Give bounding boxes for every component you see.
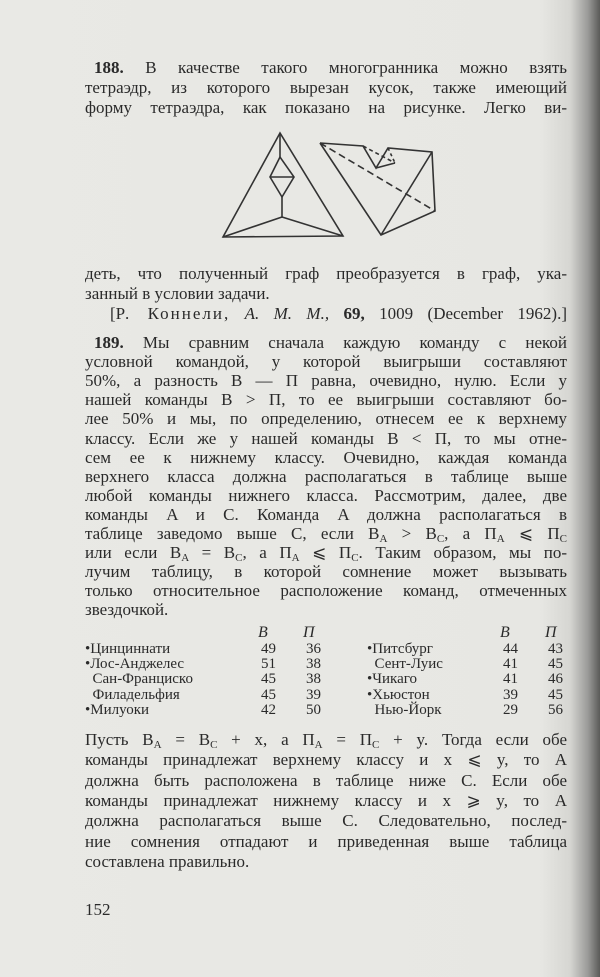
losses-value: 43 (548, 641, 563, 657)
team-name: •Питсбург (367, 641, 433, 657)
text: В качестве такого многогранника можно взять (123, 58, 567, 77)
team-name: •Чикаго (367, 671, 418, 688)
wins-value: 29 (503, 701, 518, 718)
conclusion-line: ние сомнения отпадают и приведенная выше таблица (85, 831, 567, 851)
problem-189-line: команды A и C. Команда A должна располагаться в (85, 504, 567, 524)
losses-value: 56 (548, 701, 563, 718)
problem-188-line: форму тетраэдра, как показано на рисунке. Легко ви- (85, 98, 567, 117)
problem-189-line: звездочкой. (85, 600, 169, 620)
conclusion-line: Пусть $B_A = B_C + x$, а $П_A = П_C + y$. Тогда если обе (85, 730, 567, 751)
column-header-b: B (500, 624, 510, 641)
problem-189-line: любой команды нижнего класса. Рассмотрим, далее, две (85, 485, 567, 505)
wins-value: 49 (261, 641, 276, 657)
problem-189-line: только относительное расположение команд, отмеченных (85, 581, 567, 601)
problem-188-line: тетраэдр, из которого вырезан кусок, также имеющий (85, 78, 567, 97)
team-name: Сент-Луис (367, 656, 443, 673)
wins-value: 51 (261, 656, 276, 673)
conclusion-line: составлена правильно. (85, 851, 250, 871)
problem-189-line: таблице заведомо выше C, если $B_A > B_C$, а $П_A$ ⩽ $П_C$ (85, 524, 567, 545)
wins-value: 42 (261, 701, 276, 718)
wins-value: 45 (261, 671, 276, 688)
losses-value: 45 (548, 656, 563, 673)
cut-tetrahedron-figure (320, 143, 435, 235)
team-name: Сан-Франциско (85, 671, 193, 688)
problem-189-line: лее 50% и мы, по определению, отнесем ее к верхнему (85, 409, 567, 429)
conclusion-line: должна быть расположена в таблице ниже C. Если обе (85, 770, 567, 790)
citation-rest: 1009 (December 1962).] (379, 304, 567, 323)
problem-189-line: верхнего класса должна располагаться в таблице выше (85, 466, 567, 486)
wins-value: 39 (503, 686, 518, 703)
losses-value: 38 (306, 656, 321, 673)
citation-volume: 69, (343, 304, 365, 323)
citation-author: Р. Коннели, (115, 304, 231, 323)
losses-value: 39 (306, 686, 321, 703)
bracket: [ (110, 304, 116, 323)
problem-189-line: нашей команды B > П, то ее выигрыши составляют бо- (85, 390, 567, 410)
team-name: •Лос-Анджелес (85, 656, 185, 673)
conclusion-line: команды принадлежат нижнему классу и x ⩾ y, то A (85, 790, 567, 810)
problem-189-line: сем ее к нижнему классу. Очевидно, каждая команда (85, 447, 567, 467)
problem-189-line: или если $B_A = B_C$, а $П_A$ ⩽ $П_C$. Таким образом, мы по- (85, 543, 567, 565)
citation (110, 304, 567, 324)
losses-value: 50 (306, 701, 321, 718)
column-header-b: B (258, 624, 268, 641)
problem-189-line: 50%, а разность B — П равна, очевидно, нулю. Если у (85, 371, 567, 391)
problem-189-line: лучим таблицу, в которой сомнение может вызывать (85, 562, 567, 582)
losses-value: 46 (548, 671, 563, 688)
problem-number: 189. (94, 333, 124, 352)
page-number: 152 (85, 900, 111, 919)
tetrahedron-figure (0, 0, 600, 260)
wins-value: 41 (503, 656, 518, 673)
wins-value: 45 (261, 686, 276, 703)
problem-number: 188. (94, 58, 124, 77)
wins-value: 44 (503, 641, 518, 657)
team-name: •Милуоки (85, 701, 150, 718)
problem-189-line: 189. Мы сравним сначала каждую команду с некой (94, 333, 567, 352)
problem-188-line: занный в условии задачи. (85, 284, 270, 303)
team-name: •Цинциннати (85, 641, 171, 657)
losses-value: 36 (306, 641, 321, 657)
conclusion-line: команды принадлежат верхнему классу и x ⩽ y, то A (85, 750, 567, 770)
losses-value: 45 (548, 686, 563, 703)
team-name: •Хьюстон (367, 686, 430, 703)
graph-triangle-figure (223, 133, 343, 237)
problem-188-line: деть, что полученный граф преобразуется в граф, ука- (85, 264, 567, 283)
team-name: Нью-Йорк (367, 701, 442, 718)
problem-189-line: условной командой, у которой выигрыши составляют (85, 352, 567, 372)
team-name: Филадельфия (85, 686, 180, 703)
citation-journal: А. М. М., (244, 304, 330, 323)
conclusion-line: должна располагаться выше C. Следовательно, послед- (85, 811, 567, 831)
problem-189-line: классу. Если же у нашей команды B < П, то мы отне- (85, 428, 567, 448)
column-header-p: П (303, 624, 315, 641)
losses-value: 38 (306, 671, 321, 688)
wins-value: 41 (503, 671, 518, 688)
column-header-p: П (545, 624, 557, 641)
